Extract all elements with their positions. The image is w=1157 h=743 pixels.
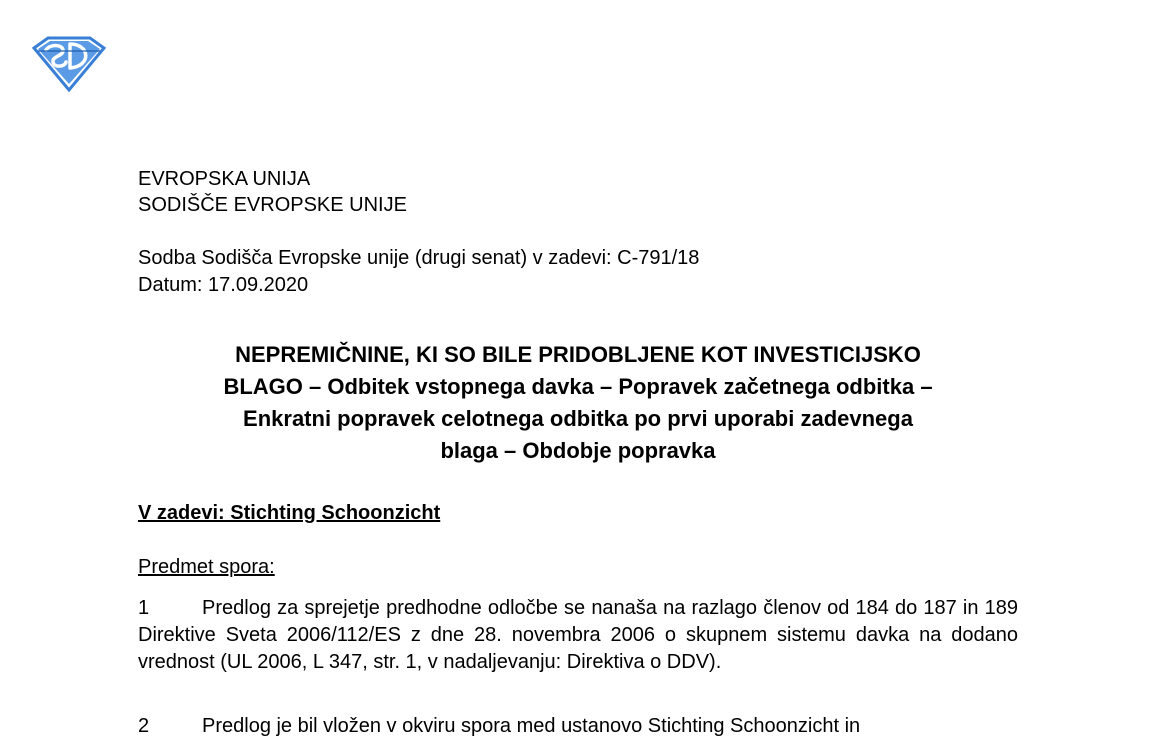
institution-line-1: EVROPSKA UNIJA: [138, 168, 311, 190]
subject-heading: Predmet spora:: [138, 556, 275, 578]
paragraph-text: Predlog za sprejetje predhodne odločbe se nanaša na razlago členov od 184 do 187 in 189 Direktive Sveta 2006/112/ES z dne 28. novembra 2006 o skupnem sistemu davka na dodano vrednost (UL 2006, L 347, str. 1, v nadaljevanju: Direktiva o DDV).: [138, 597, 1018, 673]
paragraph-number: 2: [138, 715, 150, 737]
title-line-2: BLAGO – Odbitek vstopnega davka – Popravek začetnega odbitka –: [223, 374, 933, 399]
sd-diamond-logo-icon: [32, 36, 106, 92]
institution-line-2: SODIŠČE EVROPSKE UNIJE: [138, 194, 407, 216]
title-line-4: blaga – Obdobje popravka: [440, 438, 716, 463]
institution-header: [138, 166, 407, 218]
case-info: [138, 245, 699, 299]
party-heading: V zadevi: Stichting Schoonzicht: [138, 502, 441, 524]
case-date: Datum: 17.09.2020: [138, 274, 309, 296]
paragraph-number: 1: [138, 597, 150, 619]
title-line-3: Enkratni popravek celotnega odbitka po prvi uporabi zadevnega: [243, 406, 913, 431]
paragraph-1: [138, 595, 1018, 676]
paragraph-text: Predlog je bil vložen v okviru spora med ustanovo Stichting Schoonzicht in: [202, 715, 861, 737]
document-title: [138, 339, 1018, 467]
paragraph-2: [138, 713, 1018, 740]
title-line-1: NEPREMIČNINE, KI SO BILE PRIDOBLJENE KOT INVESTICIJSKO: [235, 342, 921, 367]
case-reference: Sodba Sodišča Evropske unije (drugi senat) v zadevi: C-791/18: [138, 247, 700, 269]
